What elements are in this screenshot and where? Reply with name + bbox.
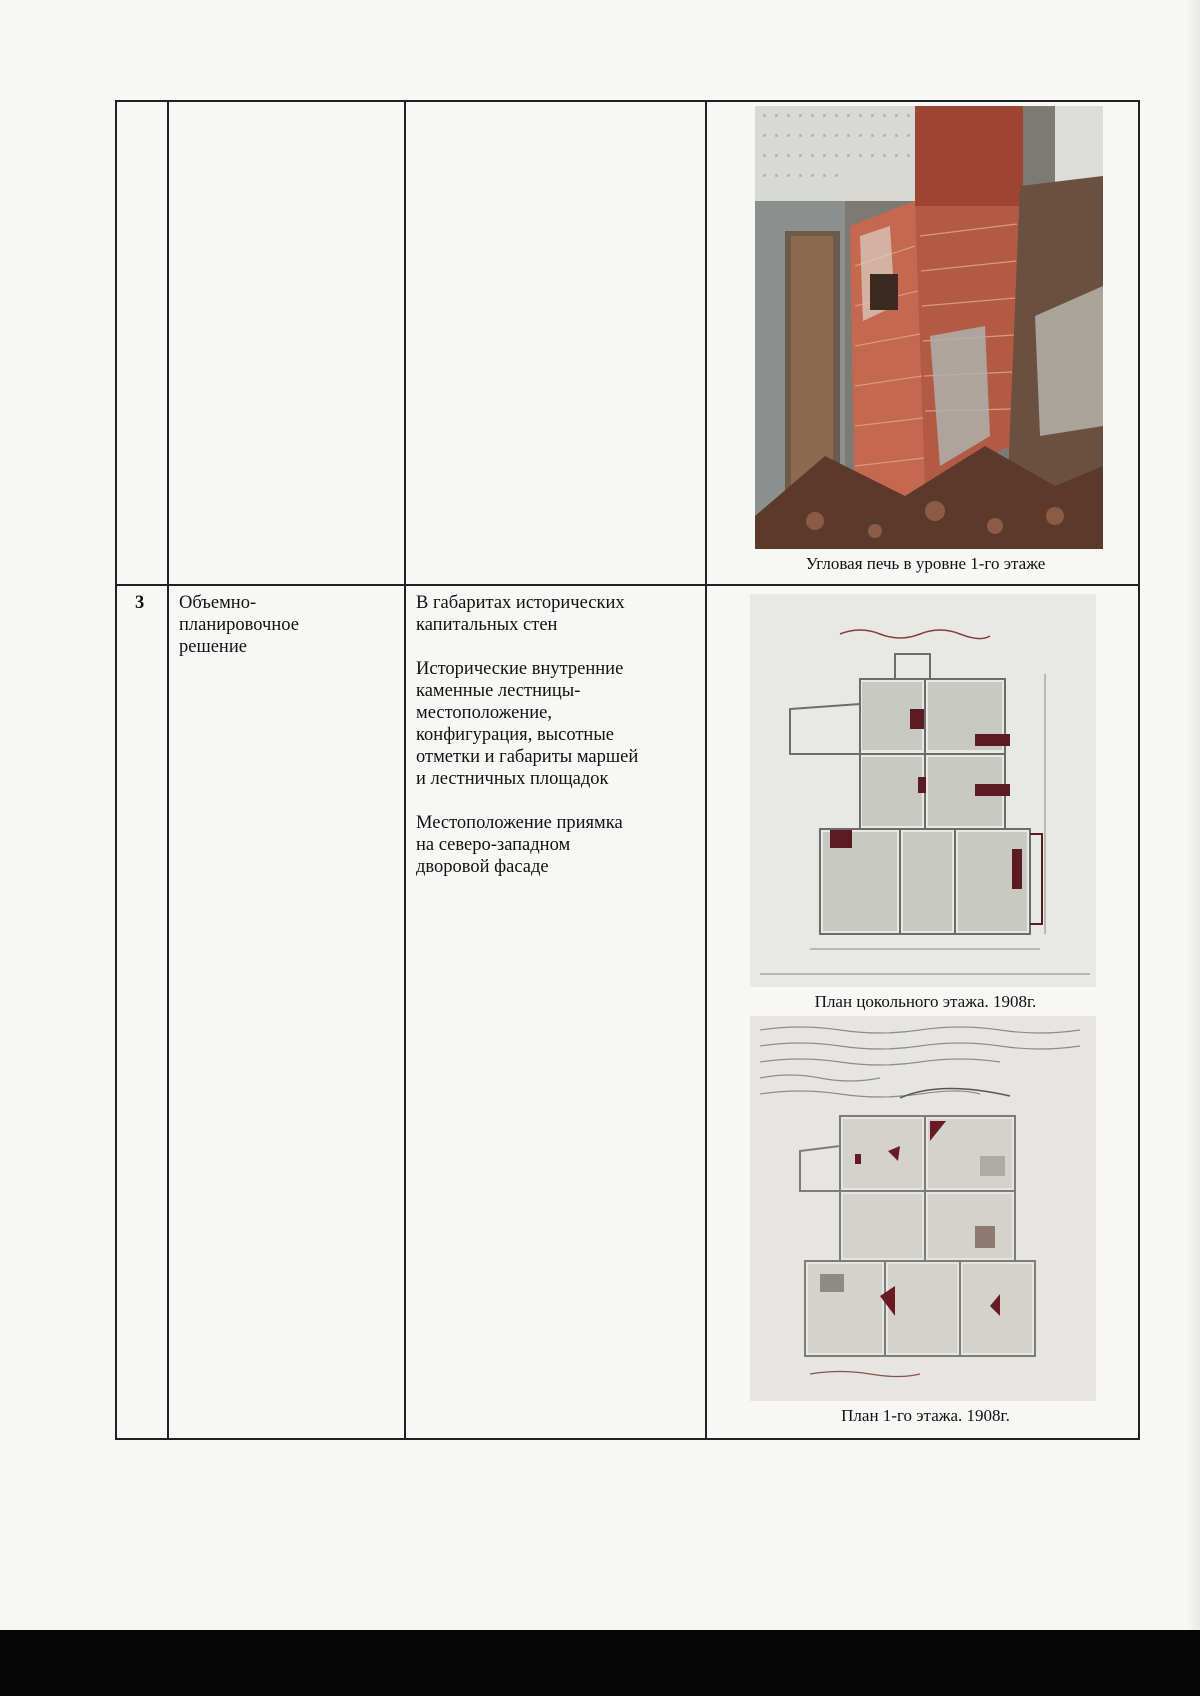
table-left-border bbox=[115, 100, 117, 1440]
row-divider bbox=[115, 584, 1140, 586]
row-number: 3 bbox=[135, 593, 145, 613]
basement-plan-drawing bbox=[750, 594, 1096, 987]
table-bottom-border bbox=[115, 1438, 1140, 1440]
table-top-border bbox=[115, 100, 1140, 102]
photo-caption: Угловая печь в уровне 1-го этаже bbox=[805, 554, 1046, 573]
description-paragraph: Исторические внутренние каменные лестницы- местоположение, конфигурация, высотные отметки и габариты маршей и лестничных площадок bbox=[416, 659, 639, 789]
element-name: Объемно- планировочное решение bbox=[179, 593, 299, 657]
page-edge-shadow bbox=[1186, 0, 1200, 1630]
first-floor-plan-drawing bbox=[750, 1016, 1096, 1401]
column-divider bbox=[404, 100, 406, 1440]
scan-bottom-band bbox=[0, 1630, 1200, 1696]
column-divider bbox=[705, 100, 707, 1440]
heritage-elements-table bbox=[115, 100, 1140, 1440]
description-paragraph: Местоположение приямка на северо-западном дворовой фасаде bbox=[416, 813, 623, 877]
description-paragraph: В габаритах исторических капитальных стен bbox=[416, 593, 625, 635]
corner-stove-photo bbox=[755, 106, 1103, 549]
table-right-border bbox=[1138, 100, 1140, 1440]
element-description bbox=[416, 592, 701, 878]
basement-plan-caption: План цокольного этажа. 1908г. bbox=[814, 992, 1037, 1011]
first-floor-plan-caption: План 1-го этажа. 1908г. bbox=[841, 1406, 1010, 1425]
column-divider bbox=[167, 100, 169, 1440]
